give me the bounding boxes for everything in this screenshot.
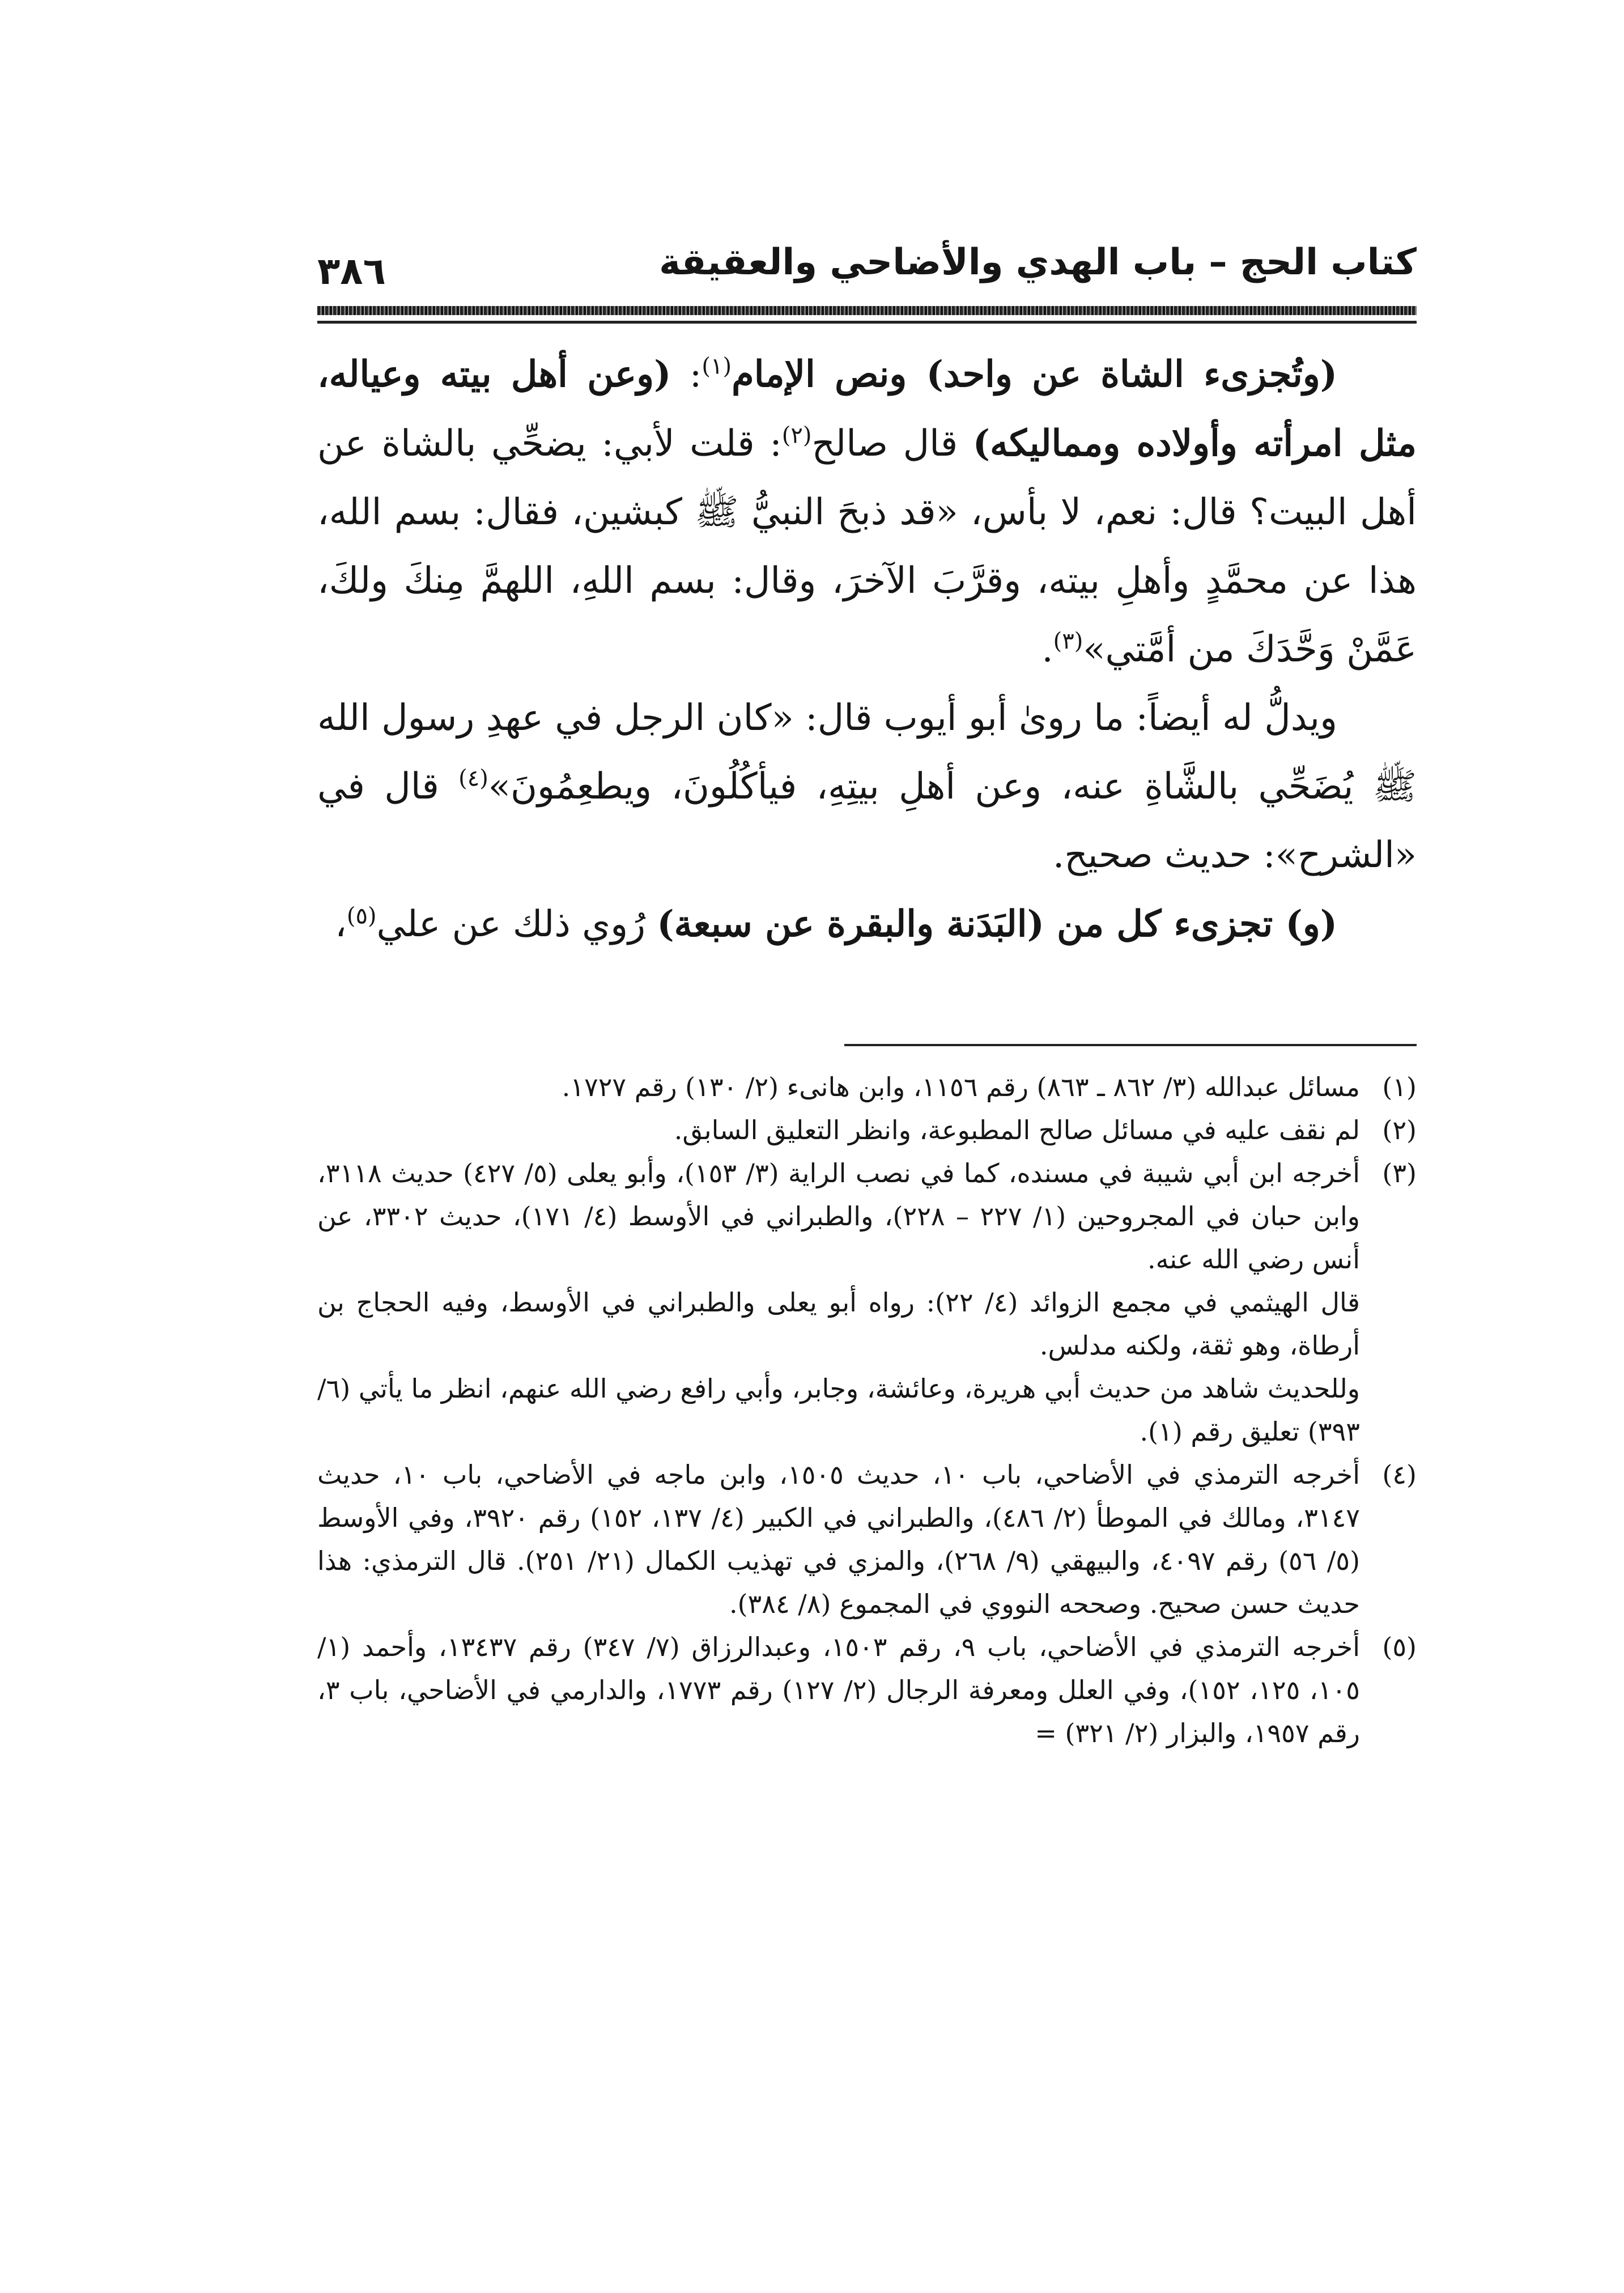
footnote-ref-4: (٤) — [458, 765, 488, 792]
main-text — [317, 340, 1417, 959]
footnote-text: مسائل عبدالله (٣/ ٨٦٢ ـ ٨٦٣) رقم ١١٥٦، وابن هانىء (٢/ ١٣٠) رقم ١٧٢٧. — [562, 1072, 1360, 1102]
footnote-text: أخرجه الترمذي في الأضاحي، باب ٩، رقم ١٥٠٣، وعبدالرزاق (٧/ ٣٤٧) رقم ١٣٤٣٧، وأحمد (١/ ١٠٥، ١٢٥، ١٥٢)، وفي العلل ومعرفة الرجال (٢/ ١٢٧) رقم ١٧٧٣، والدارمي في الأضاحي، باب ٣، رقم ١٩٥٧، والبزار (٢/ ٣٢١) = — [317, 1632, 1361, 1748]
footnote-number: (١) — [1382, 1072, 1417, 1102]
footnotes — [317, 1065, 1417, 1755]
text: رُوي ذلك عن علي — [376, 903, 657, 945]
text: : قلت لأبي: يضحِّي بالشاة عن أهل البيت؟ قال: نعم، لا بأس، «قد ذبحَ النبيُّ ﷺ كبشين، فقال: بسم الله، هذا عن محمَّدٍ وأهلِ بيته، وقرَّبَ الآخرَ، وقال: بسم اللهِ، اللهمَّ مِنكَ ولكَ، عَمَّنْ وَحَّدَكَ من أمَّتي» — [317, 423, 1417, 670]
footnote-2 — [317, 1109, 1417, 1152]
footnote-text: أخرجه الترمذي في الأضاحي، باب ١٠، حديث ١٥٠٥، وابن ماجه في الأضاحي، باب ١٠، حديث ٣١٤٧، ومالك في الموطأ (٢/ ٤٨٦)، والطبراني في الكبير (٤/ ١٣٧، ١٥٢) رقم ٣٩٢٠، وفي الأوسط (٥/ ٥٦) رقم ٤٠٩٧، والبيهقي (٩/ ٢٦٨)، والمزي في تهذيب الكمال (٢١/ ٢٥١). قال الترمذي: هذا حديث حسن صحيح. وصححه النووي في المجموع (٨/ ٣٨٤). — [317, 1459, 1361, 1619]
footnote-number: (٣) — [1382, 1158, 1417, 1188]
footnote-text: لم نقف عليه في مسائل صالح المطبوعة، وانظر التعليق السابق. — [674, 1115, 1360, 1145]
bold-phrase-1: (وتُجزىء الشاة عن واحد) ونص الإمام — [732, 353, 1338, 396]
text: . — [1041, 629, 1053, 670]
footnote-1 — [317, 1065, 1417, 1109]
footnote-3 — [317, 1152, 1417, 1453]
footnote-number: (٢) — [1382, 1115, 1417, 1145]
text: : — [671, 354, 702, 396]
bold-phrase-2: (وعن أهل بيته وعياله، مثل امرأته وأولاده ومماليكه) — [317, 353, 1417, 465]
text: قال صالح — [811, 423, 973, 465]
paragraph-3 — [317, 890, 1417, 959]
footnote-ref-1: (١) — [702, 353, 732, 380]
footnote-5 — [317, 1625, 1417, 1755]
footnote-text: قال الهيثمي في مجمع الزوائد (٤/ ٢٢): رواه أبو يعلى والطبراني في الأوسط، وفيه الحجاج بن أرطاة، وهو ثقة، ولكنه مدلس. — [317, 1287, 1360, 1361]
paragraph-2 — [317, 684, 1417, 890]
text: ، — [335, 903, 347, 945]
page-number: ٣٨٦ — [317, 249, 386, 293]
header-rule-thin — [317, 321, 1417, 324]
text: ويدلُّ له أيضاً: ما روىٰ أبو أيوب قال: «كان الرجل في عهدِ رسول الله ﷺ يُضَحِّي بالشَّاةِ عنه، وعن أهلِ بيتِهِ، فيأكُلُونَ، ويطعِمُونَ» — [317, 697, 1417, 808]
footnote-text: وللحديث شاهد من حديث أبي هريرة، وعائشة، وجابر، وأبي رافع رضي الله عنهم، انظر ما يأتي (٦/ ٣٩٣) تعليق رقم (١). — [317, 1373, 1360, 1447]
text: قال في «الشرح»: حديث صحيح. — [317, 766, 1417, 876]
footnote-ref-2: (٢) — [781, 422, 812, 449]
footnote-4 — [317, 1453, 1417, 1625]
paragraph-1 — [317, 340, 1417, 684]
footnote-text: أخرجه ابن أبي شيبة في مسنده، كما في نصب الراية (٣/ ١٥٣)، وأبو يعلى (٥/ ٤٢٧) حديث ٣١١٨، وابن حبان في المجروحين (١/ ٢٢٧ – ٢٢٨)، والطبراني في الأوسط (٤/ ١٧١)، حديث ٣٣٠٢، عن أنس رضي الله عنه. — [317, 1158, 1361, 1275]
header-rule — [317, 306, 1417, 315]
running-header — [317, 237, 1417, 305]
footnote-number: (٤) — [1382, 1459, 1417, 1490]
footnote-ref-5: (٥) — [346, 903, 377, 929]
bold-phrase-3: (و) تجزىء كل من (البَدَنة والبقرة عن سبعة) — [657, 903, 1337, 945]
running-title: كتاب الحج – باب الهدي والأضاحي والعقيقة — [659, 241, 1417, 283]
footnote-number: (٥) — [1382, 1632, 1417, 1662]
footnote-separator — [844, 1044, 1417, 1046]
footnote-ref-3: (٣) — [1053, 628, 1083, 655]
